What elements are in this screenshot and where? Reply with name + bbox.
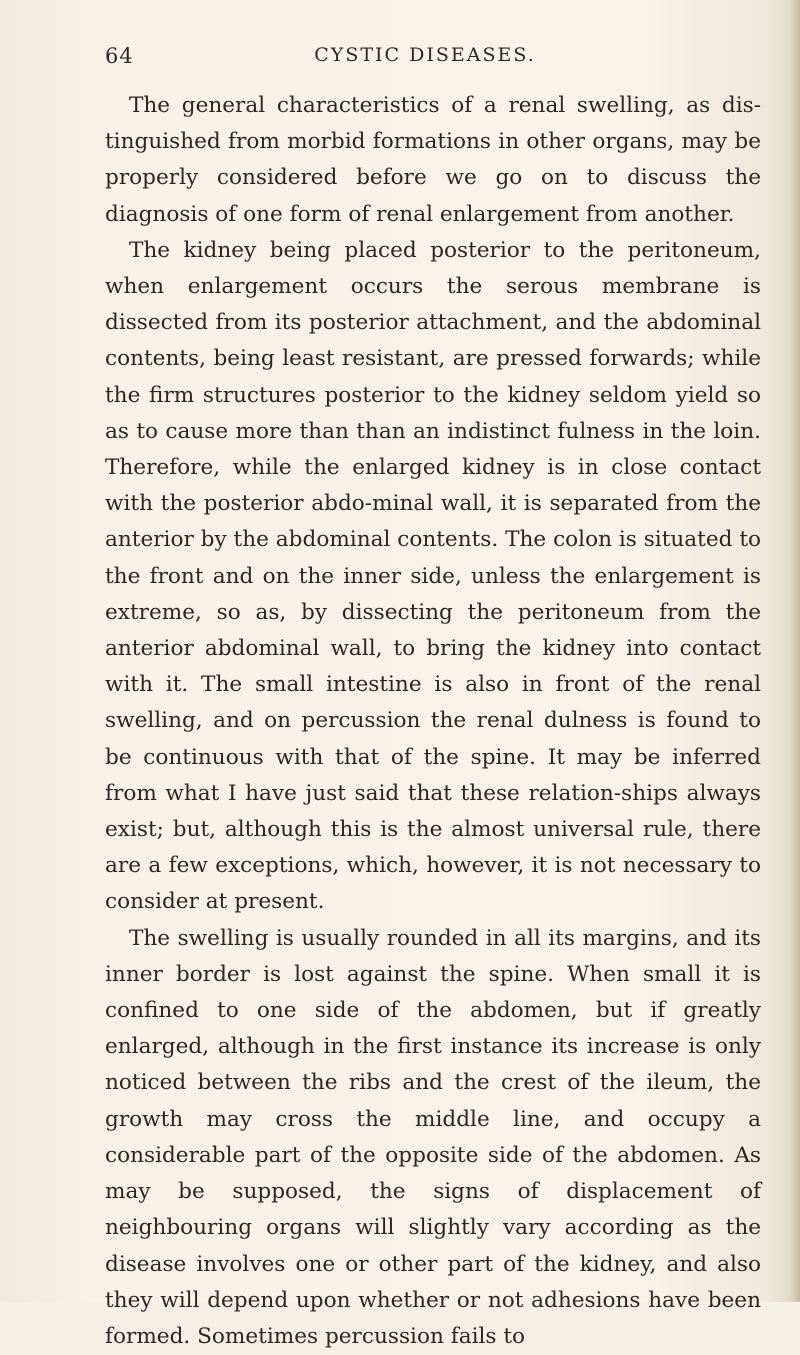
- paragraph: The general characteristics of a renal swelling, as dis-tinguished from morbid formations in other organs, may be properly considered before we go on to discuss the diagnosis of one form of renal enlargement from another.: [105, 93, 761, 227]
- running-head: CYSTIC DISEASES.: [314, 44, 536, 66]
- page-number: 64: [105, 44, 134, 68]
- paragraph: The swelling is usually rounded in all its margins, and its inner border is lost against the spine. When small it is confined to one side of the abdomen, but if greatly enlarged, although in the first instance its increase is only noticed between the ribs and the crest of the ileum, the growth may cross the middle line, and occupy a considerable part of the opposite side of the abdomen. As may be supposed, the signs of displacement of neighbouring organs will slightly vary according as the disease involves one or other part of the kidney, and also they will depend upon whether or not adhesions have been formed. Sometimes percussion fails to: [105, 925, 761, 1349]
- page-header: [105, 38, 745, 74]
- paragraph: The kidney being placed posterior to the peritoneum, when enlargement occurs the serous membrane is dissected from its posterior attachment, and the abdominal contents, being least resistant, are pressed forwards; while the firm structures posterior to the kidney seldom yield so as to cause more than than an indistinct fulness in the loin. Therefore, while the enlarged kidney is in close contact with the posterior abdo-minal wall, it is separated from the anterior by the abdominal contents. The colon is situated to the front and on the inner side, unless the enlargement is extreme, so as, by dissecting the peritoneum from the anterior abdominal wall, to bring the kidney into contact with it. The small intestine is also in front of the renal swelling, and on percussion the renal dulness is found to be continuous with that of the spine. It may be inferred from what I have just said that these relation-ships always exist; but, although this is the almost universal rule, there are a few exceptions, which, however, it is not necessary to consider at present.: [105, 237, 761, 915]
- page-edge-shadow: [790, 0, 800, 1302]
- body-text: [105, 88, 761, 1349]
